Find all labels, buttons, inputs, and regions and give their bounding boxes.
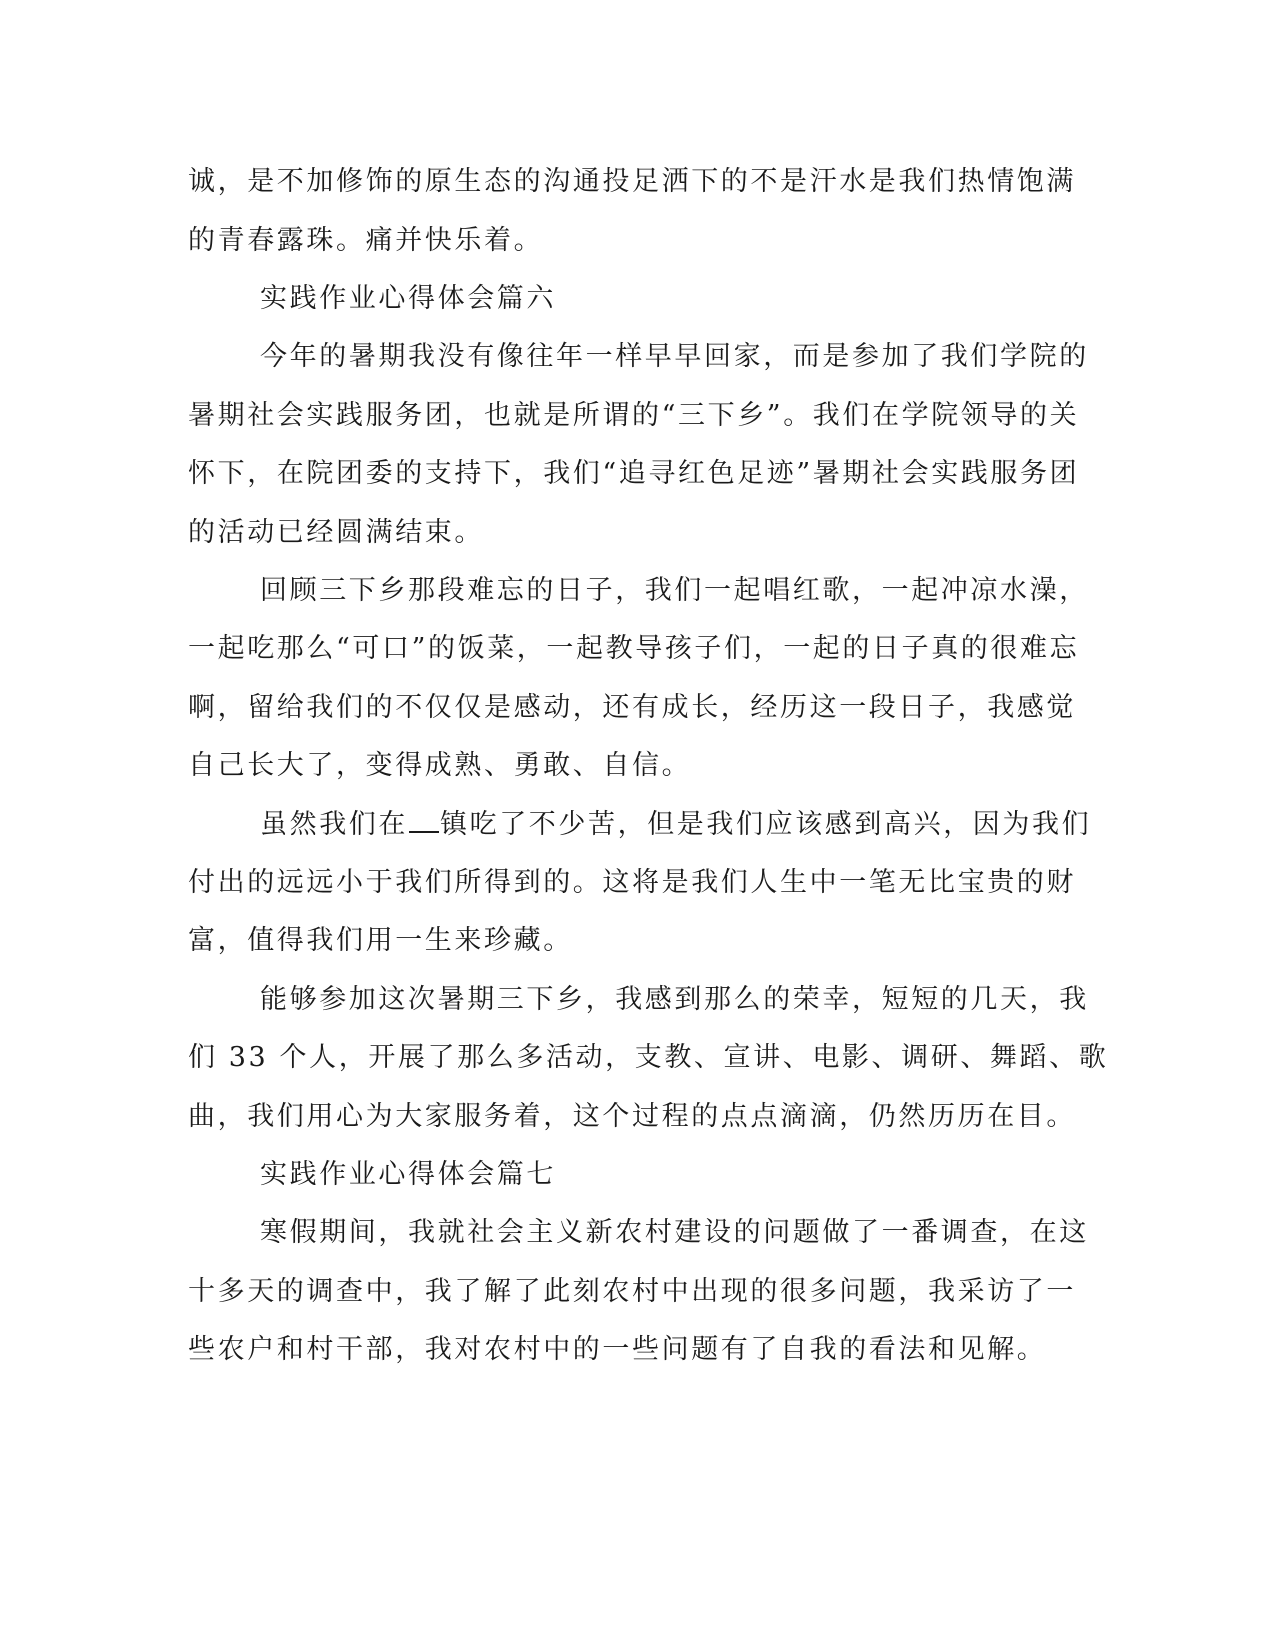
section-heading: 实践作业心得体会篇七 [260, 1159, 556, 1190]
text-line: 自己长大了，变得成熟、勇敢、自信。 [188, 750, 692, 781]
text-line: 诚，是不加修饰的原生态的沟通投足洒下的不是汗水是我们热情饱满 [188, 166, 1076, 197]
text-segment: 镇吃了不少苦，但是我们应该感到高兴，因为我们 [440, 809, 1092, 840]
text-line: 怀下，在院团委的支持下，我们“追寻红色足迹”暑期社会实践服务团 [188, 458, 1080, 489]
text-line: 今年的暑期我没有像往年一样早早回家，而是参加了我们学院的 [260, 341, 1089, 372]
text-line: 寒假期间，我就社会主义新农村建设的问题做了一番调查，在这 [260, 1217, 1089, 1248]
text-line: 付出的远远小于我们所得到的。这将是我们人生中一笔无比宝贵的财 [188, 867, 1076, 898]
text-line: 些农户和村干部，我对农村中的一些问题有了自我的看法和见解。 [188, 1334, 1047, 1365]
text-line: 曲，我们用心为大家服务着，这个过程的点点滴滴，仍然历历在目。 [188, 1101, 1076, 1132]
text-line: 的青春露珠。痛并快乐着。 [188, 225, 544, 256]
text-line: 一起吃那么“可口”的饭菜，一起教导孩子们，一起的日子真的很难忘 [188, 633, 1080, 664]
text-line: 们 33 个人，开展了那么多活动，支教、宣讲、电影、调研、舞蹈、歌 [188, 1042, 1109, 1073]
text-line: 能够参加这次暑期三下乡，我感到那么的荣幸，短短的几天，我 [260, 984, 1089, 1015]
section-heading: 实践作业心得体会篇六 [260, 283, 556, 314]
text-line: 的活动已经圆满结束。 [188, 517, 484, 548]
text-line: 富，值得我们用一生来珍藏。 [188, 925, 573, 956]
text-line: 啊，留给我们的不仅仅是感动，还有成长，经历这一段日子，我感觉 [188, 692, 1076, 723]
text-line: 十多天的调查中，我了解了此刻农村中出现的很多问题，我采访了一 [188, 1276, 1076, 1307]
text-line: 回顾三下乡那段难忘的日子，我们一起唱红歌，一起冲凉水澡， [260, 575, 1089, 606]
text-line: 暑期社会实践服务团，也就是所谓的“三下乡”。我们在学院领导的关 [188, 400, 1080, 431]
fill-in-blank [409, 809, 439, 833]
text-segment: 虽然我们在 [260, 809, 408, 840]
text-line-with-blank [260, 808, 1091, 842]
